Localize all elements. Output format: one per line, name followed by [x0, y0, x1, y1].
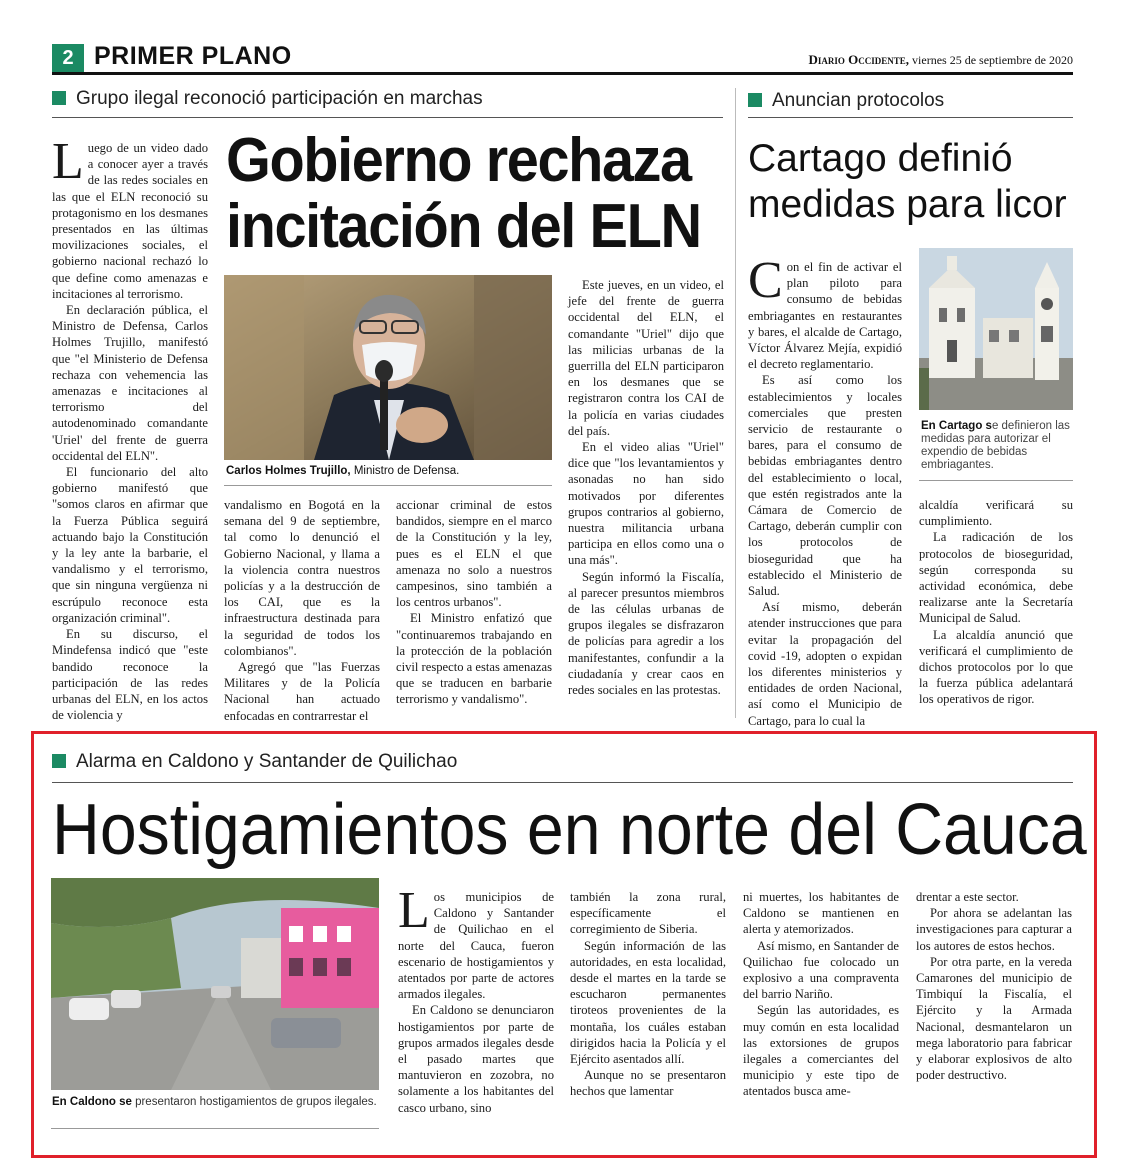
eln-col3-p1: accionar criminal de estos bandidos, siempre en el marco de la Constitución y la ley, pues es el ELN el que amenaza no solo a nuestros campesinos, sino también a los centros urbanos".: [396, 498, 552, 610]
cartago-headline-line1: Cartago definió: [748, 137, 1013, 180]
header-rule: [52, 72, 1073, 75]
cauca-kicker-text: Alarma en Caldono y Santander de Quilichao: [76, 751, 458, 772]
cartago-column-1: [748, 252, 902, 729]
eln-column-4: [568, 277, 724, 698]
cauca-caption-rest: presentaron hostigamientos de grupos ilegales.: [131, 1096, 377, 1108]
eln-headline-line2: incitación del ELN: [226, 192, 701, 261]
eln-kicker-rule: [52, 117, 723, 118]
eln-col4-p2: En el video alias "Uriel" dice que "los levantamientos y asonadas no han sido motivados por diferentes grupos contrarios al gobierno, nuestra militancia urbana participa en ellos como una o una más".: [568, 440, 724, 568]
kicker-square-icon: [52, 91, 66, 105]
cartago-caption-bold: En Cartago s: [921, 420, 992, 432]
cauca-col2-p3: Aunque no se presentaron hechos que lamentar: [570, 1068, 726, 1099]
cartago-col1-p3: Así mismo, deberán atender instrucciones que para evitar la propagación del covid -19, adopten o expidan los diferentes ministerios y entidades de orden Nacional, así como el Municipio de Cartago, para lo cual la: [748, 600, 902, 728]
cauca-col4-p3: Por otra parte, en la vereda Camarones del municipio de Timbiquí la Fiscalía, el Ejército y la Armada Nacional, desmantelaron un mega laboratorio para fabricar y elaborar explosivos de alto poder destructivo.: [916, 954, 1072, 1083]
cauca-col1-p1: os municipios de Caldono y Santander de Quilichao en el norte del Cauca, fueron escenario de hostigamientos y atentados por parte de actores armados ilegales.: [398, 890, 554, 1002]
cartago-kicker: [748, 90, 944, 112]
cartago-kicker-text: Anuncian protocolos: [772, 90, 945, 111]
cartago-col1-p2: Es así como los establecimientos y locales comerciales que presten servicio de restaurante o bares, para el consumo de bebidas embriagantes dentro del establecimiento o local, que estén registrados ante la Cámara de Comercio de Cartago, deberán cumplir con los protocolos de bioseguridad que ha establecido el Ministerio de Salud.: [748, 373, 902, 599]
eln-caption-rest: Ministro de Defensa.: [350, 465, 460, 477]
cartago-kicker-rule: [748, 117, 1073, 118]
cauca-col1-p2: En Caldono se denunciaron hostigamientos por parte de grupos armados ilegales desde el pasado martes que mantuvieron en zozobra, no solamente a los habitantes del casco urbano, sino: [398, 1003, 554, 1115]
eln-col2-p1: vandalismo en Bogotá en la semana del 9 de septiembre, tal como lo denunció el Gobierno Nacional, y llama a la violencia contra nuestros policías y a la destrucción de los CAI, que es la infraestructura destinada para la seguridad de todos los colombianos".: [224, 498, 380, 658]
cartago-col1-p1: on el fin de activar el plan piloto para consumo de bebidas embriagantes en restaurantes y bares, el alcalde de Cartago, Víctor Álvarez Mejía, expidió el decreto reglamentario.: [748, 260, 902, 372]
cartago-col2-p3: La alcaldía anunció que verificará el cumplimiento de dichos protocolos por lo que la fuerza pública adelantará los operativos de rigor.: [919, 627, 1073, 707]
cauca-col2-p1: también la zona rural, específicamente el corregimiento de Siberia.: [570, 890, 726, 937]
eln-col3-p2: El Ministro enfatizó que "continuaremos trabajando en la protección de la población civil respecto a estas amenazas que se traducen en barbarie terrorismo y vandalismo".: [396, 611, 552, 707]
eln-headline-line1: Gobierno rechaza: [226, 126, 691, 195]
cauca-col3-p3: Según las autoridades, es muy común en esta localidad las extorsiones de grupos ilegales a comerciantes del municipio y este tipo de atentados busca ame-: [743, 1003, 899, 1099]
eln-caption-bold: Carlos Holmes Trujillo,: [226, 465, 351, 477]
cartago-headline-line2: medidas para licor: [748, 183, 1067, 226]
cauca-col4-p2: Por ahora se adelantan las investigaciones para capturar a los autores de estos hechos.: [916, 906, 1072, 953]
eln-column-2: [224, 497, 380, 724]
eln-dropcap: L: [52, 133, 84, 190]
cartago-col2-p1: alcaldía verificará su cumplimiento.: [919, 498, 1073, 529]
cauca-col3-p2: Así mismo, en Santander de Quilichao fue colocado un explosivo a una compraventa del barrio Nariño.: [743, 938, 899, 1002]
cauca-col2-p2: Según información de las autoridades, en esta localidad, desde el martes en la tarde se escucharon permanentes tiroteos provenientes de la montaña, los cuáles estaban dirigidos hacia la Policía y el Ejército asentados allí.: [570, 938, 726, 1067]
eln-col1-p2: En declaración pública, el Ministro de Defensa, Carlos Holmes Trujillo, manifestó que "el Ministerio de Defensa rechaza con vehemencia las amenazas e incitaciones al terrorismo del autodenominado comandante 'Uriel' del frente de guerra occidental del ELN".: [52, 303, 208, 463]
eln-column-3: [396, 497, 552, 708]
section-title: PRIMER PLANO: [94, 42, 292, 70]
eln-kicker-text: Grupo ilegal reconoció participación en marchas: [76, 88, 483, 109]
eln-photo-caption: [226, 465, 459, 478]
caldono-street-image: [51, 878, 379, 1090]
cartago-photo: [919, 248, 1073, 410]
eln-headline: [226, 128, 701, 260]
kicker-square-icon: [748, 93, 762, 107]
cauca-col4-p1: drentar a este sector.: [916, 890, 1019, 904]
cartago-column-2: [919, 497, 1073, 708]
cartago-church-image: [919, 248, 1073, 410]
column-divider: [735, 88, 736, 718]
cartago-caption-rest: e definieron las medidas para autorizar el expendio de bebidas embriagantes.: [921, 420, 1070, 471]
eln-col1-p1: uego de un video dado a conocer ayer a través de las redes sociales en las que el ELN reconoció su protagonismo en los desmanes presentados en las últimas movilizaciones sociales, el gobierno nacional rechazó lo que define como amenazas e incitaciones al terrorismo.: [52, 141, 208, 301]
cauca-column-1: [398, 882, 554, 1116]
cauca-headline: Hostigamientos en norte del Cauca: [52, 790, 1087, 870]
eln-column-1: [52, 133, 208, 723]
cauca-photo: [51, 878, 379, 1090]
cauca-column-4: [916, 889, 1072, 1083]
minister-photo-image: [224, 275, 552, 460]
masthead: [809, 52, 1073, 68]
kicker-square-icon: [52, 754, 66, 768]
eln-col2-p2: Agregó que "las Fuerzas Militares y de la Policía Nacional han actuado enfocadas en contrarrestar el: [224, 660, 380, 723]
newspaper-name: Diario Occidente,: [808, 52, 910, 67]
cartago-headline: [748, 136, 1067, 228]
cauca-column-2: [570, 889, 726, 1100]
cartago-dropcap: C: [748, 252, 783, 309]
cauca-photo-caption: [52, 1096, 380, 1109]
cauca-caption-bold: En Caldono se: [52, 1096, 132, 1108]
cauca-column-3: [743, 889, 899, 1100]
eln-kicker: [52, 88, 483, 110]
eln-photo: [224, 275, 552, 460]
cauca-kicker: [52, 751, 457, 773]
eln-col4-p3: Según informó la Fiscalía, al parecer presuntos miembros de las células urbanas de grupos ilegales se disfrazaron de policías para agredir a los manifestantes, confundir a la ciudadanía y crear caos en redes sociales en las protestas.: [568, 569, 724, 698]
eln-caption-rule: [224, 485, 552, 486]
eln-col1-p3: El funcionario del alto gobierno manifestó que "somos claros en afirmar que la Fuerza Pública seguirá actuando bajo la Constitución y la ley ante la barbarie, el vandalismo y el terrorismo, que sin ninguna vergüenza ni escrúpulo reconoce esta organización criminal".: [52, 465, 208, 625]
cauca-dropcap: L: [398, 882, 430, 939]
cartago-col2-p2: La radicación de los protocolos de bioseguridad, según corresponda su actividad económica, debe realizarse ante la Secretaría Municipal de Salud.: [919, 530, 1073, 626]
cartago-caption-rule: [919, 480, 1073, 481]
cauca-kicker-rule: [52, 782, 1073, 783]
page-number: 2: [52, 44, 84, 72]
eln-col4-p1: Este jueves, en un video, el jefe del frente de guerra occidental del ELN, el comandante "Uriel" dijo que las milicias urbanas de la guerrilla del ELN participaron en los desmanes que se registraron contra los CAI de la policía en varias ciudades del país.: [568, 278, 724, 438]
cartago-photo-caption: [921, 420, 1073, 472]
cauca-caption-rule: [51, 1128, 379, 1129]
eln-col1-p4: En su discurso, el Mindefensa indicó que "este bandido reconoce la participación de las redes urbanas del ELN, en los actos de violencia y: [52, 627, 208, 723]
cauca-col3-p1: ni muertes, los habitantes de Caldono se mantienen en alerta y atemorizados.: [743, 890, 899, 937]
issue-date: viernes 25 de septiembre de 2020: [912, 53, 1073, 67]
